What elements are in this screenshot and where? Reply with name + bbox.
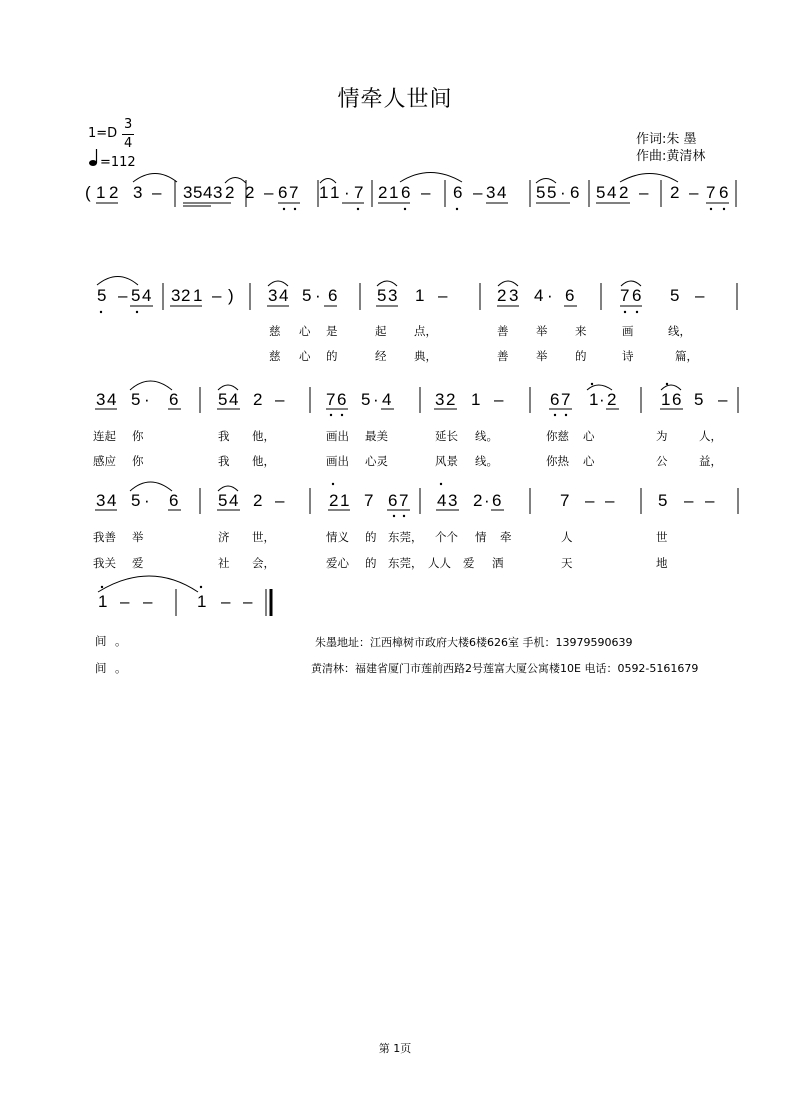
contact-zhu-mo: 朱墨地址：江西樟树市政府大楼6楼626室 手机：13979590639	[315, 636, 633, 649]
lyric: 慈	[269, 324, 281, 338]
note: 6	[453, 183, 463, 202]
note: 6	[169, 390, 179, 409]
dot: ·	[344, 183, 350, 202]
lyric: 善	[497, 349, 509, 363]
slur	[400, 173, 462, 183]
lyric: 来	[575, 324, 587, 338]
note: 4	[497, 183, 507, 202]
lyric: 画	[622, 324, 634, 338]
note: 3	[183, 183, 193, 202]
lyric: 举	[536, 324, 548, 338]
lyric: 人人	[428, 556, 451, 570]
note: 4	[229, 491, 239, 510]
lyric: 是	[326, 324, 338, 338]
note: 6	[632, 286, 642, 305]
note: 6	[672, 390, 682, 409]
slur	[225, 178, 246, 184]
lyric: 心	[583, 454, 595, 468]
note: 1	[589, 390, 599, 409]
dot: ·	[484, 491, 490, 510]
lyric: 我	[218, 429, 230, 443]
note: 5	[377, 286, 387, 305]
dash: –	[705, 491, 715, 510]
note: 5	[547, 183, 557, 202]
note: 3	[448, 491, 458, 510]
note: 2	[607, 390, 617, 409]
lyric: 爱心	[326, 556, 349, 570]
note: 3	[171, 286, 181, 305]
slur	[620, 174, 678, 183]
dash: –	[143, 592, 153, 611]
lyric: 篇，	[675, 349, 698, 363]
note: 5	[694, 390, 704, 409]
lyric: 为	[656, 429, 668, 443]
lyric: 。	[115, 634, 127, 648]
dash: –	[718, 390, 728, 409]
dash: –	[494, 390, 504, 409]
lyric: 东莞，	[388, 530, 423, 544]
dash: –	[275, 390, 285, 409]
lyric: 慈	[269, 349, 281, 363]
note: 6	[565, 286, 575, 305]
lyric: 经	[375, 349, 387, 363]
note: 2	[109, 183, 119, 202]
dash: –	[639, 183, 649, 202]
note: 3	[133, 183, 143, 202]
note: 1	[197, 592, 207, 611]
note: 5	[596, 183, 606, 202]
dash: –	[243, 592, 253, 611]
note: 2	[497, 286, 507, 305]
lyric: 洒	[492, 556, 504, 570]
lyric: 的	[365, 530, 377, 544]
lyric: 个个	[435, 530, 458, 544]
lyric: 画出	[326, 454, 349, 468]
note: 2	[446, 390, 456, 409]
note: 4	[142, 286, 152, 305]
note: 5	[670, 286, 680, 305]
lyric: 风景	[435, 454, 458, 468]
lyric: 地	[656, 556, 668, 570]
note: 3	[96, 491, 106, 510]
note: 5	[658, 491, 668, 510]
lyric: 益，	[699, 454, 722, 468]
dash: –	[152, 183, 162, 202]
lyric: 心	[583, 429, 595, 443]
dash: –	[264, 183, 274, 202]
lyric: 心灵	[365, 454, 388, 468]
lyric: 会，	[252, 556, 275, 570]
note: 5	[302, 286, 312, 305]
note: 2	[378, 183, 388, 202]
lyric: 我	[218, 454, 230, 468]
note: 7	[399, 491, 409, 510]
lyric: 心	[299, 349, 311, 363]
lyric: 我关	[93, 556, 116, 570]
note: 7	[364, 491, 374, 510]
dash: –	[120, 592, 130, 611]
note: 2	[181, 286, 191, 305]
lyric: 你	[132, 454, 144, 468]
dot: ·	[373, 390, 379, 409]
note: 5	[193, 183, 203, 202]
note: 6	[278, 183, 288, 202]
lyric: 线。	[475, 429, 498, 443]
note: 5	[536, 183, 546, 202]
dot: ·	[560, 183, 566, 202]
note: 4	[437, 491, 447, 510]
note: 7	[620, 286, 630, 305]
lyric: 世，	[252, 530, 275, 544]
lyric: 善	[497, 324, 509, 338]
note: 4	[107, 390, 117, 409]
note: 5	[218, 390, 228, 409]
lyric: 爱	[132, 556, 144, 570]
lyric: 连起	[93, 429, 116, 443]
lyric: 情义	[326, 530, 349, 544]
lyric: 诗	[622, 349, 634, 363]
tempo-marking: =112	[100, 155, 136, 170]
dash: –	[473, 183, 483, 202]
note: 1	[471, 390, 481, 409]
note: 2	[253, 390, 263, 409]
lyric: 你	[132, 429, 144, 443]
note: 1	[330, 183, 340, 202]
paren-close: )	[228, 286, 234, 305]
note: 6	[388, 491, 398, 510]
lyric: 你慈	[546, 429, 569, 443]
note: 3	[96, 390, 106, 409]
note: 1	[340, 491, 350, 510]
note: 5	[131, 491, 141, 510]
time-signature-denominator: 4	[124, 136, 133, 151]
note: 2	[253, 491, 263, 510]
note: 1	[661, 390, 671, 409]
note: 6	[492, 491, 502, 510]
lyric: 的	[365, 556, 377, 570]
note: 6	[337, 390, 347, 409]
lyric: 举	[132, 530, 144, 544]
note: 3	[268, 286, 278, 305]
note: 6	[169, 491, 179, 510]
note: 3	[486, 183, 496, 202]
time-signature-numerator: 3	[124, 117, 133, 132]
lyric: 感应	[93, 454, 116, 468]
dash: –	[605, 491, 615, 510]
slur	[133, 174, 177, 183]
note: 7	[326, 390, 336, 409]
dot: ·	[547, 286, 553, 305]
note: 4	[107, 491, 117, 510]
dash: –	[221, 592, 231, 611]
dash: –	[684, 491, 694, 510]
lyric: 画出	[326, 429, 349, 443]
note: 2	[619, 183, 629, 202]
lyric: 人，	[699, 429, 722, 443]
lyricist-credit: 作词:朱 墨	[636, 132, 697, 147]
note: 1	[193, 286, 203, 305]
note: 6	[401, 183, 411, 202]
note: 6	[570, 183, 580, 202]
dash: –	[275, 491, 285, 510]
dash: –	[421, 183, 431, 202]
dash: –	[118, 286, 128, 305]
page-title: 情牵人世间	[337, 87, 453, 112]
lyric: 天	[561, 556, 573, 570]
note: 2	[329, 491, 339, 510]
lyric: 典，	[414, 349, 437, 363]
paren-open: (	[85, 183, 91, 202]
note: 4	[229, 390, 239, 409]
note: 4	[203, 183, 213, 202]
page-number: 第 1页	[378, 1042, 412, 1055]
dot: ·	[144, 390, 150, 409]
lyric: 社	[218, 556, 230, 570]
dot: ·	[315, 286, 321, 305]
note: 1	[96, 183, 106, 202]
note: 1	[319, 183, 329, 202]
note: 3	[435, 390, 445, 409]
note: 6	[550, 390, 560, 409]
dash: –	[585, 491, 595, 510]
dot: ·	[599, 390, 605, 409]
note: 1	[389, 183, 399, 202]
key-signature: 1=D	[88, 126, 118, 141]
note: 7	[560, 491, 570, 510]
lyric: 情	[475, 530, 487, 544]
note: 1	[98, 592, 108, 611]
note: 7	[561, 390, 571, 409]
contact-huang-qinglin: 黄清林：福建省厦门市莲前西路2号莲富大厦公寓楼10E 电话：0592-5161679	[311, 662, 699, 675]
lyric: 线。	[475, 454, 498, 468]
note: 6	[719, 183, 729, 202]
lyric: 线，	[668, 324, 691, 338]
lyric: 最美	[365, 429, 388, 443]
lyric: 点，	[414, 324, 437, 338]
note: 5	[361, 390, 371, 409]
slur	[320, 179, 336, 184]
lyric: 延长	[435, 429, 458, 443]
lyric: 人	[561, 530, 573, 544]
note: 5	[131, 286, 141, 305]
note: 4	[607, 183, 617, 202]
note: 2	[473, 491, 483, 510]
lyric: 济	[218, 530, 230, 544]
dash: –	[212, 286, 222, 305]
note: 2	[670, 183, 680, 202]
note: 3	[509, 286, 519, 305]
lyric: 公	[656, 454, 668, 468]
lyric: 。	[115, 661, 127, 675]
composer-credit: 作曲:黄清林	[636, 149, 706, 164]
lyric: 他，	[252, 429, 275, 443]
note: 4	[382, 390, 392, 409]
lyric: 心	[299, 324, 311, 338]
note: 5	[97, 286, 107, 305]
note: 7	[289, 183, 299, 202]
dash: –	[689, 183, 699, 202]
lyric: 东莞，	[388, 556, 423, 570]
note: 2	[225, 183, 235, 202]
lyric: 起	[375, 324, 387, 338]
note: 5	[131, 390, 141, 409]
note: 7	[706, 183, 716, 202]
note: 4	[279, 286, 289, 305]
lyric: 世	[656, 530, 668, 544]
note: 1	[415, 286, 425, 305]
lyric: 他，	[252, 454, 275, 468]
note: 7	[354, 183, 364, 202]
note: 5	[218, 491, 228, 510]
slur	[536, 179, 556, 184]
lyric: 你热	[546, 454, 569, 468]
lyric: 举	[536, 349, 548, 363]
lyric: 间	[95, 634, 107, 648]
note: 2	[245, 183, 255, 202]
lyric: 我善	[93, 530, 116, 544]
note: 6	[328, 286, 338, 305]
lyric: 的	[575, 349, 587, 363]
note: 3	[388, 286, 398, 305]
note: 3	[213, 183, 223, 202]
dot: ·	[144, 491, 150, 510]
dash: –	[695, 286, 705, 305]
note: 4	[534, 286, 544, 305]
lyric: 爱	[463, 556, 475, 570]
lyric: 的	[326, 349, 338, 363]
lyric: 间	[95, 661, 107, 675]
dash: –	[438, 286, 448, 305]
lyric: 牵	[500, 530, 512, 544]
